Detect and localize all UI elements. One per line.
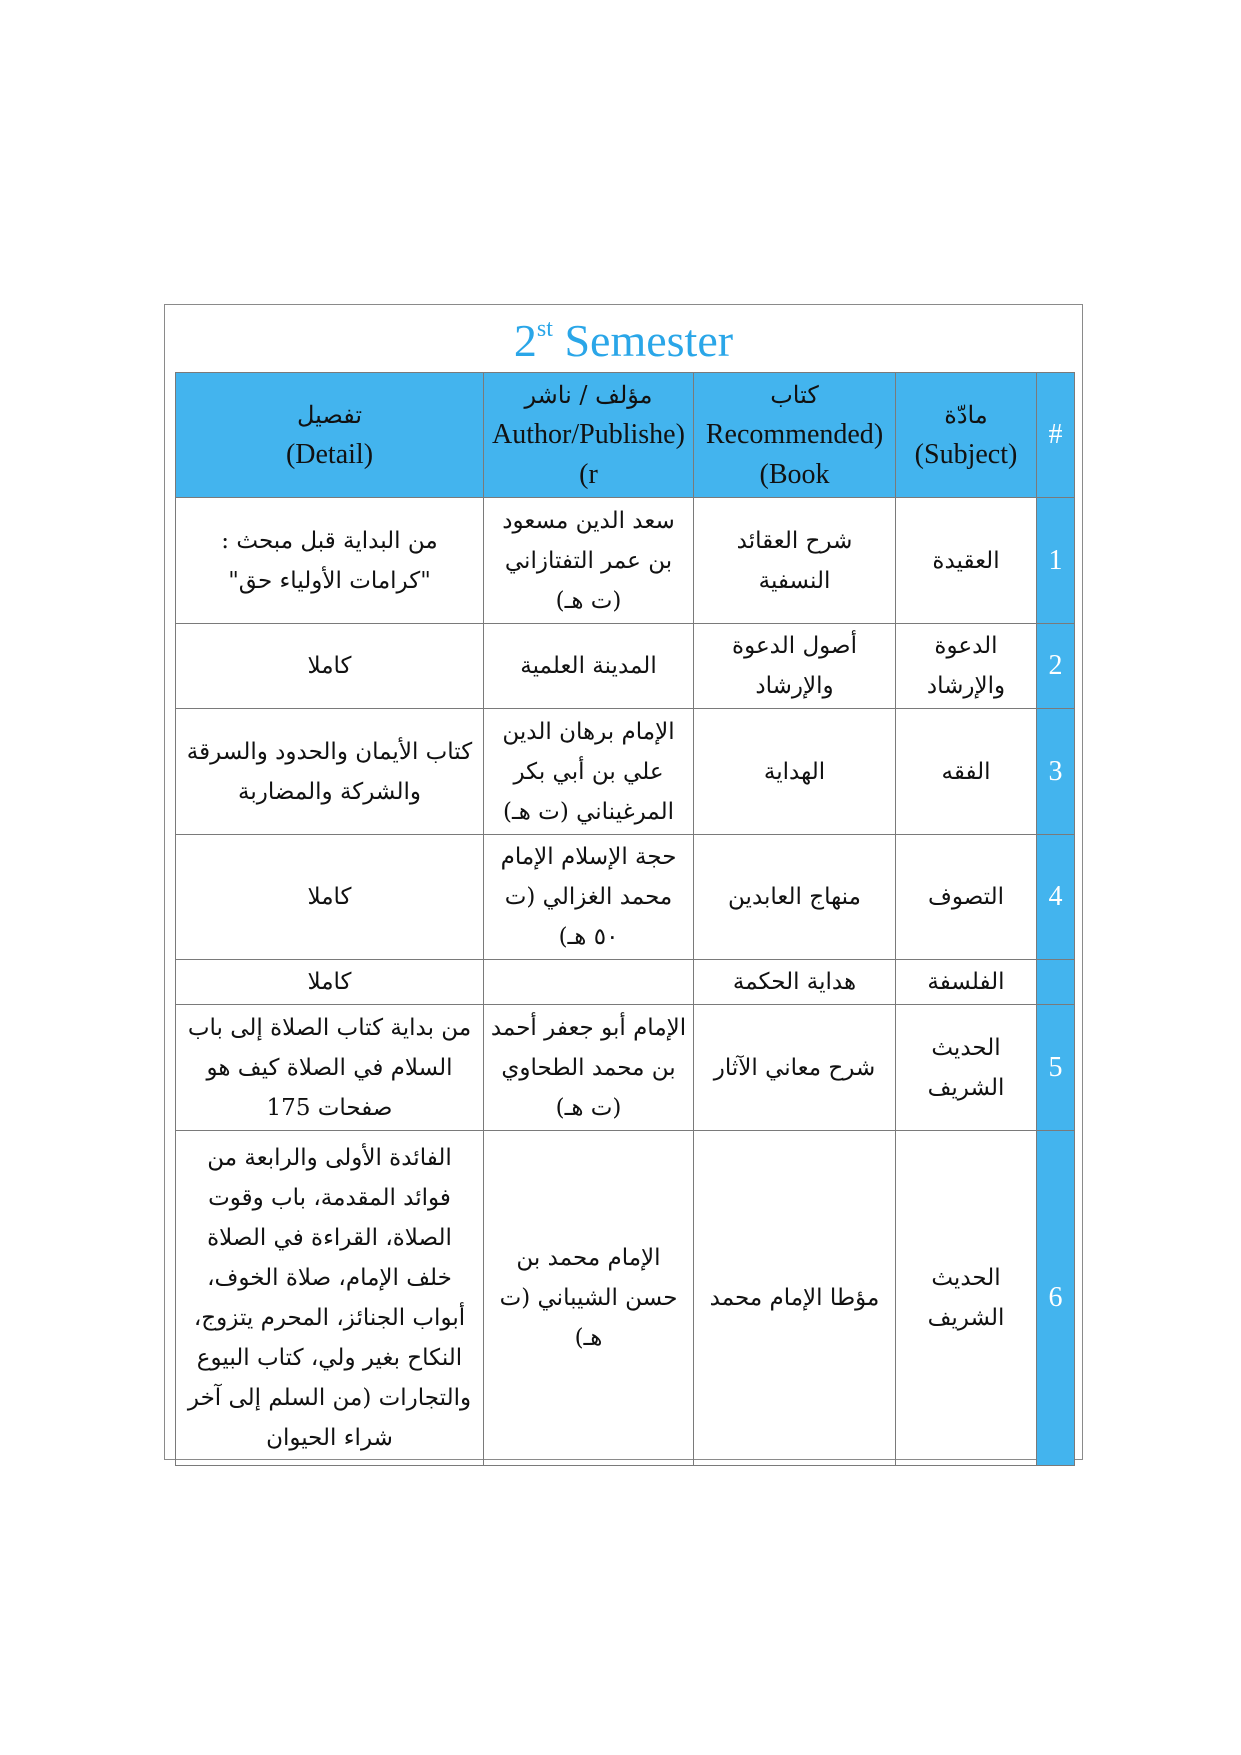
title-text: Semester: [552, 315, 734, 366]
header-subject: [896, 373, 1037, 498]
row-subject: الفقه: [896, 709, 1037, 835]
row-subject: الدعوة والإرشاد: [896, 624, 1037, 709]
table-row: [176, 835, 1075, 960]
row-number: 5: [1037, 1005, 1075, 1131]
row-book: الهداية: [694, 709, 896, 835]
row-number: 1: [1037, 498, 1075, 624]
row-subject: الحديث الشريف: [896, 1005, 1037, 1131]
table-row: [176, 1005, 1075, 1131]
row-book: أصول الدعوة والإرشاد: [694, 624, 896, 709]
row-detail: الفائدة الأولى والرابعة من فوائد المقدمة، باب وقوت الصلاة، القراءة في الصلاة خلف الإمام، صلاة الخوف، أبواب الجنائز، المحرم يتزوج، النكاح بغير ولي، كتاب البيوع والتجارات (من السلم إلى آخر شراء الحيوان: [176, 1131, 484, 1466]
row-subject: الحديث الشريف: [896, 1131, 1037, 1466]
row-subject: الفلسفة: [896, 960, 1037, 1005]
row-detail: كاملا: [176, 835, 484, 960]
header-detail-en: (Detail): [285, 439, 374, 470]
table-row: [176, 709, 1075, 835]
row-subject: التصوف: [896, 835, 1037, 960]
header-subject-en: (Subject): [914, 439, 1018, 470]
semester-frame: [164, 304, 1083, 1460]
row-author: الإمام أبو جعفر أحمد بن محمد الطحاوي (ت هـ): [484, 1005, 694, 1131]
header-row: [176, 373, 1075, 498]
row-author: [484, 960, 694, 1005]
row-number: 4: [1037, 835, 1075, 960]
header-detail-ar: تفصيل: [296, 401, 363, 429]
row-author: سعد الدين مسعود بن عمر التفتازاني (ت هـ): [484, 498, 694, 624]
row-author: الإمام محمد بن حسن الشيباني (ت هـ): [484, 1131, 694, 1466]
row-number: 3: [1037, 709, 1075, 835]
row-detail: من البداية قبل مبحث : "كرامات الأولياء حق": [176, 498, 484, 624]
row-book: شرح معاني الآثار: [694, 1005, 896, 1131]
header-subject-ar: مادّة: [944, 401, 988, 429]
row-number: 6: [1037, 1131, 1075, 1466]
header-author-en: (Author/Publisher): [492, 419, 685, 490]
header-detail: [176, 373, 484, 498]
row-author: حجة الإسلام الإمام محمد الغزالي (ت ٥٠ هـ): [484, 835, 694, 960]
row-book: مؤطا الإمام محمد: [694, 1131, 896, 1466]
row-author: المدينة العلمية: [484, 624, 694, 709]
title-number: 2: [513, 315, 537, 366]
row-book: هداية الحكمة: [694, 960, 896, 1005]
title-ordinal: st: [536, 316, 553, 342]
row-book: منهاج العابدين: [694, 835, 896, 960]
header-author: [484, 373, 694, 498]
curriculum-table: [175, 372, 1075, 1466]
header-number: #: [1037, 373, 1075, 498]
table-row: [176, 960, 1075, 1005]
row-detail: كاملا: [176, 960, 484, 1005]
row-detail: من بداية كتاب الصلاة إلى باب السلام في الصلاة كيف هو صفحات 175: [176, 1005, 484, 1131]
row-author: الإمام برهان الدين علي بن أبي بكر المرغيناني (ت هـ): [484, 709, 694, 835]
row-number: 2: [1037, 624, 1075, 709]
header-author-ar: مؤلف / ناشر: [524, 381, 653, 409]
table-row: [176, 1131, 1075, 1466]
row-detail: كاملا: [176, 624, 484, 709]
semester-title: [165, 311, 1082, 371]
table-row: [176, 624, 1075, 709]
row-number: [1037, 960, 1075, 1005]
header-book-ar: كتاب: [770, 381, 819, 409]
row-book: شرح العقائد النسفية: [694, 498, 896, 624]
row-detail: كتاب الأيمان والحدود والسرقة والشركة والمضاربة: [176, 709, 484, 835]
header-book: [694, 373, 896, 498]
table-row: [176, 498, 1075, 624]
header-book-en: (RecommendedBook): [705, 419, 884, 490]
row-subject: العقيدة: [896, 498, 1037, 624]
